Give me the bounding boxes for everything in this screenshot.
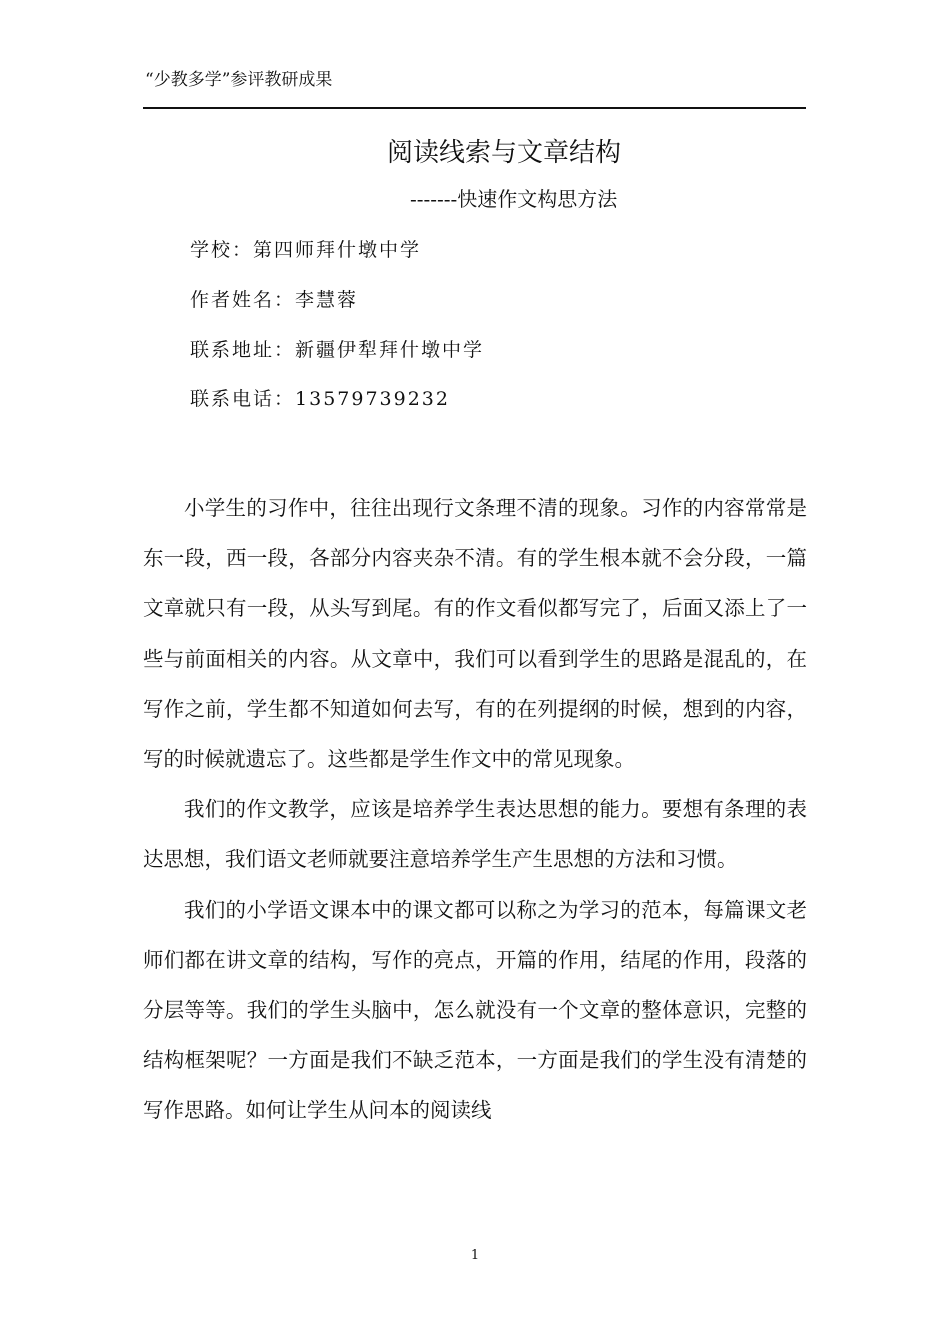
meta-school-value: 第四师拜什墩中学 (253, 239, 422, 261)
meta-phone (190, 384, 450, 414)
meta-phone-label: 联系电话： (190, 388, 296, 410)
document-title: 阅读线索与文章结构 (386, 138, 621, 168)
meta-phone-value: 13579739232 (295, 388, 450, 410)
meta-school (190, 235, 421, 265)
meta-school-label: 学校： (190, 239, 254, 261)
meta-author (190, 285, 358, 315)
body-paragraph: 小学生的习作中，往往出现行文条理不清的现象。习作的内容常常是东一段，西一段，各部分内容夹杂不清。有的学生根本就不会分段，一篇文章就只有一段，从头写到尾。有的作文看似都写完了，后面又添上了一些与前面相关的内容。从文章中，我们可以看到学生的思路是混乱的，在写作之前，学生都不知道如何去写，有的在列提纲的时候，想到的内容，写的时候就遗忘了。这些都是学生作文中的常见现象。 (143, 496, 807, 772)
meta-address (190, 335, 484, 365)
document-subtitle: -------快速作文构思方法 (410, 187, 618, 211)
page-number: 1 (470, 1248, 480, 1263)
meta-author-label: 作者姓名： (190, 289, 296, 311)
meta-address-value: 新疆伊犁拜什墩中学 (295, 339, 485, 361)
body-paragraph: 我们的作文教学，应该是培养学生表达思想的能力。要想有条理的表达思想，我们语文老师就要注意培养学生产生思想的方法和习惯。 (143, 797, 807, 872)
meta-address-label: 联系地址： (190, 339, 296, 361)
document-body (143, 483, 807, 1136)
header-divider (143, 107, 806, 109)
meta-author-value: 李慧蓉 (295, 289, 359, 311)
running-header: “少教多学”参评教研成果 (145, 70, 333, 90)
body-paragraph: 我们的小学语文课本中的课文都可以称之为学习的范本，每篇课文老师们都在讲文章的结构，写作的亮点，开篇的作用，结尾的作用，段落的分层等等。我们的学生头脑中，怎么就没有一个文章的整体意识，完整的结构框架呢？一方面是我们不缺乏范本，一方面是我们的学生没有清楚的写作思路。如何让学生从问本的阅读线 (143, 897, 807, 1123)
